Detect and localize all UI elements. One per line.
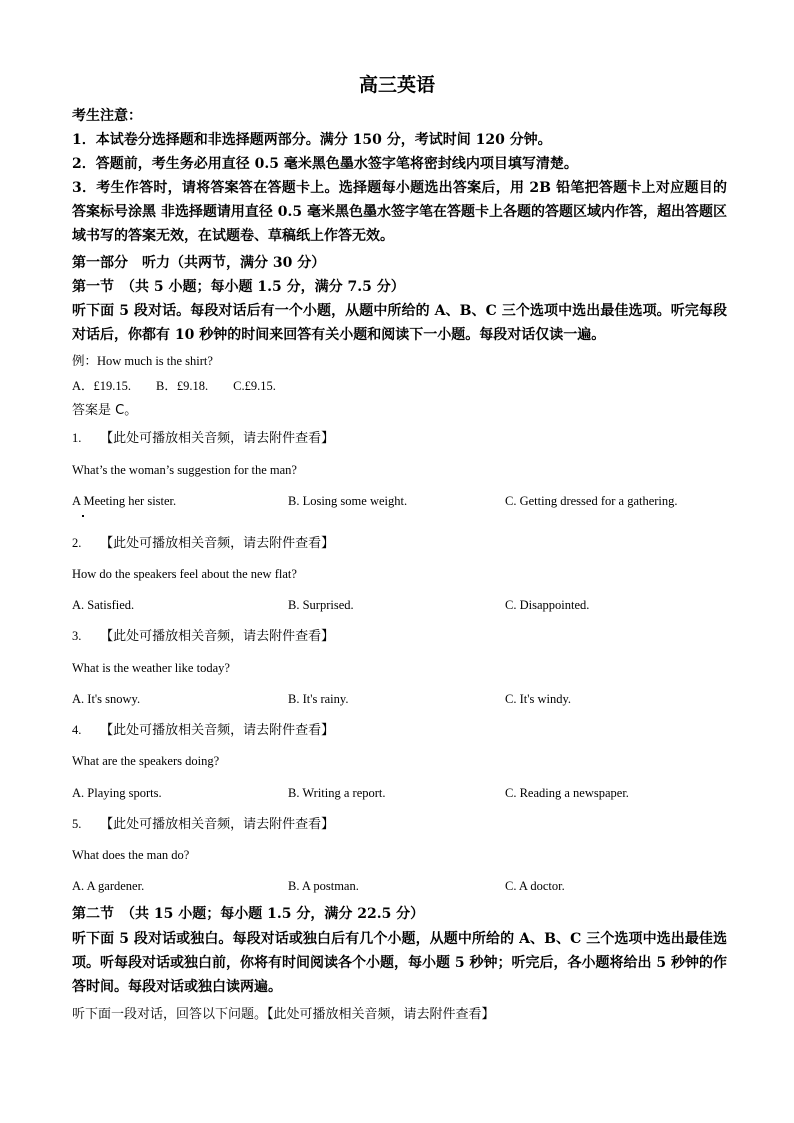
example-question: 例：How much is the shirt? [72, 354, 213, 368]
question-5-number: 5. [72, 817, 82, 831]
question-5-text: What does the man do? [72, 848, 190, 862]
part1-heading: 第一部分 听力（共两节，满分 30 分） [72, 255, 326, 271]
section2-next-prompt[interactable]: 听下面一段对话，回答以下问题。【此处可播放相关音频，请去附件查看】 [72, 1007, 495, 1022]
question-2-text: How do the speakers feel about the new flat? [72, 567, 297, 581]
question-1-text: What’s the woman’s suggestion for the man? [72, 463, 297, 477]
question-1-number: 1. [72, 431, 82, 445]
question-1-option-b[interactable]: B. Losing some weight. [288, 494, 408, 508]
question-4-number: 4. [72, 723, 82, 737]
notice-item-2: 2．答题前，考生务必用直径 0.5 毫米黑色墨水签字笔将密封线内项目填写清楚。 [72, 156, 578, 172]
question-1-option-c[interactable]: C. Getting dressed for a gathering. [505, 494, 678, 508]
question-1-audio-row [72, 429, 334, 448]
question-5-option-b[interactable]: B. A postman. [288, 879, 359, 893]
question-1-audio-link[interactable]: 【此处可播放相关音频，请去附件查看】 [100, 431, 335, 446]
question-4-option-c[interactable]: C. Reading a newspaper. [505, 786, 629, 800]
section1-instructions: 听下面 5 段对话。每段对话后有一个小题，从题中所给的 A、B、C 三个选项中选出最佳选项。听完每段对话后，你都有 10 秒钟的时间来回答有关小题和阅读下一小题。每段对话仅读一遍。 [72, 303, 727, 343]
question-3-option-c[interactable]: C. It's windy. [505, 692, 572, 706]
question-2-option-c[interactable]: C. Disappointed. [505, 598, 590, 612]
question-2-audio-link[interactable]: 【此处可播放相关音频，请去附件查看】 [100, 536, 335, 551]
question-5-audio-row [72, 815, 334, 834]
question-3-audio-row [72, 627, 334, 646]
page-title: 高三英语 [358, 74, 435, 96]
question-3-option-b[interactable]: B. It's rainy. [288, 692, 349, 706]
notice-item-1: 1．本试卷分选择题和非选择题两部分。满分 150 分，考试时间 120 分钟。 [72, 132, 552, 148]
question-3-number: 3. [72, 629, 82, 643]
question-5-audio-link[interactable]: 【此处可播放相关音频，请去附件查看】 [100, 817, 335, 832]
question-4-text: What are the speakers doing? [72, 754, 220, 768]
section1-heading: 第一节 （共 5 小题；每小题 1.5 分，满分 7.5 分） [72, 279, 405, 295]
example-options: A．£19.15. B．£9.18. C.£9.15. [72, 379, 276, 393]
question-5-option-c[interactable]: C. A doctor. [505, 879, 565, 893]
question-4-option-b[interactable]: B. Writing a report. [288, 786, 386, 800]
stray-dot [82, 515, 84, 517]
notice-heading: 考生注意： [72, 108, 142, 124]
question-3-option-a[interactable]: A. It's snowy. [72, 692, 141, 706]
question-5-option-a[interactable]: A. A gardener. [72, 879, 145, 893]
question-2-number: 2. [72, 536, 82, 550]
question-3-text: What is the weather like today? [72, 661, 230, 675]
section2-heading: 第二节 （共 15 小题；每小题 1.5 分，满分 22.5 分） [72, 906, 425, 922]
section2-instructions: 听下面 5 段对话或独白。每段对话或独白后有几个小题，从题中所给的 A、B、C 三个选项中选出最佳选项。听每段对话或独白前，你将有时间阅读各个小题，每小题 5 秒钟；听完后，各小题将给出 5 秒钟的作答时间。每段对话或独白读两遍。 [72, 931, 727, 995]
question-4-audio-link[interactable]: 【此处可播放相关音频，请去附件查看】 [100, 723, 335, 738]
question-4-audio-row [72, 721, 334, 740]
question-2-option-a[interactable]: A. Satisfied. [72, 598, 135, 612]
question-4-option-a[interactable]: A. Playing sports. [72, 786, 162, 800]
notice-item-3: 3．考生作答时，请将答案答在答题卡上。选择题每小题选出答案后，用 2B 铅笔把答题卡上对应题目的答案标号涂黑 非选择题请用直径 0.5 毫米黑色墨水签字笔在答题卡上各题的答题区域内作答，超出答题区域书写的答案无效，在试题卷、草稿纸上作答无效。 [72, 180, 727, 244]
question-1-option-a[interactable]: A Meeting her sister. [72, 494, 177, 508]
question-2-option-b[interactable]: B. Surprised. [288, 598, 354, 612]
question-3-audio-link[interactable]: 【此处可播放相关音频，请去附件查看】 [100, 629, 335, 644]
example-answer: 答案是 C。 [72, 403, 138, 418]
question-2-audio-row [72, 534, 334, 553]
